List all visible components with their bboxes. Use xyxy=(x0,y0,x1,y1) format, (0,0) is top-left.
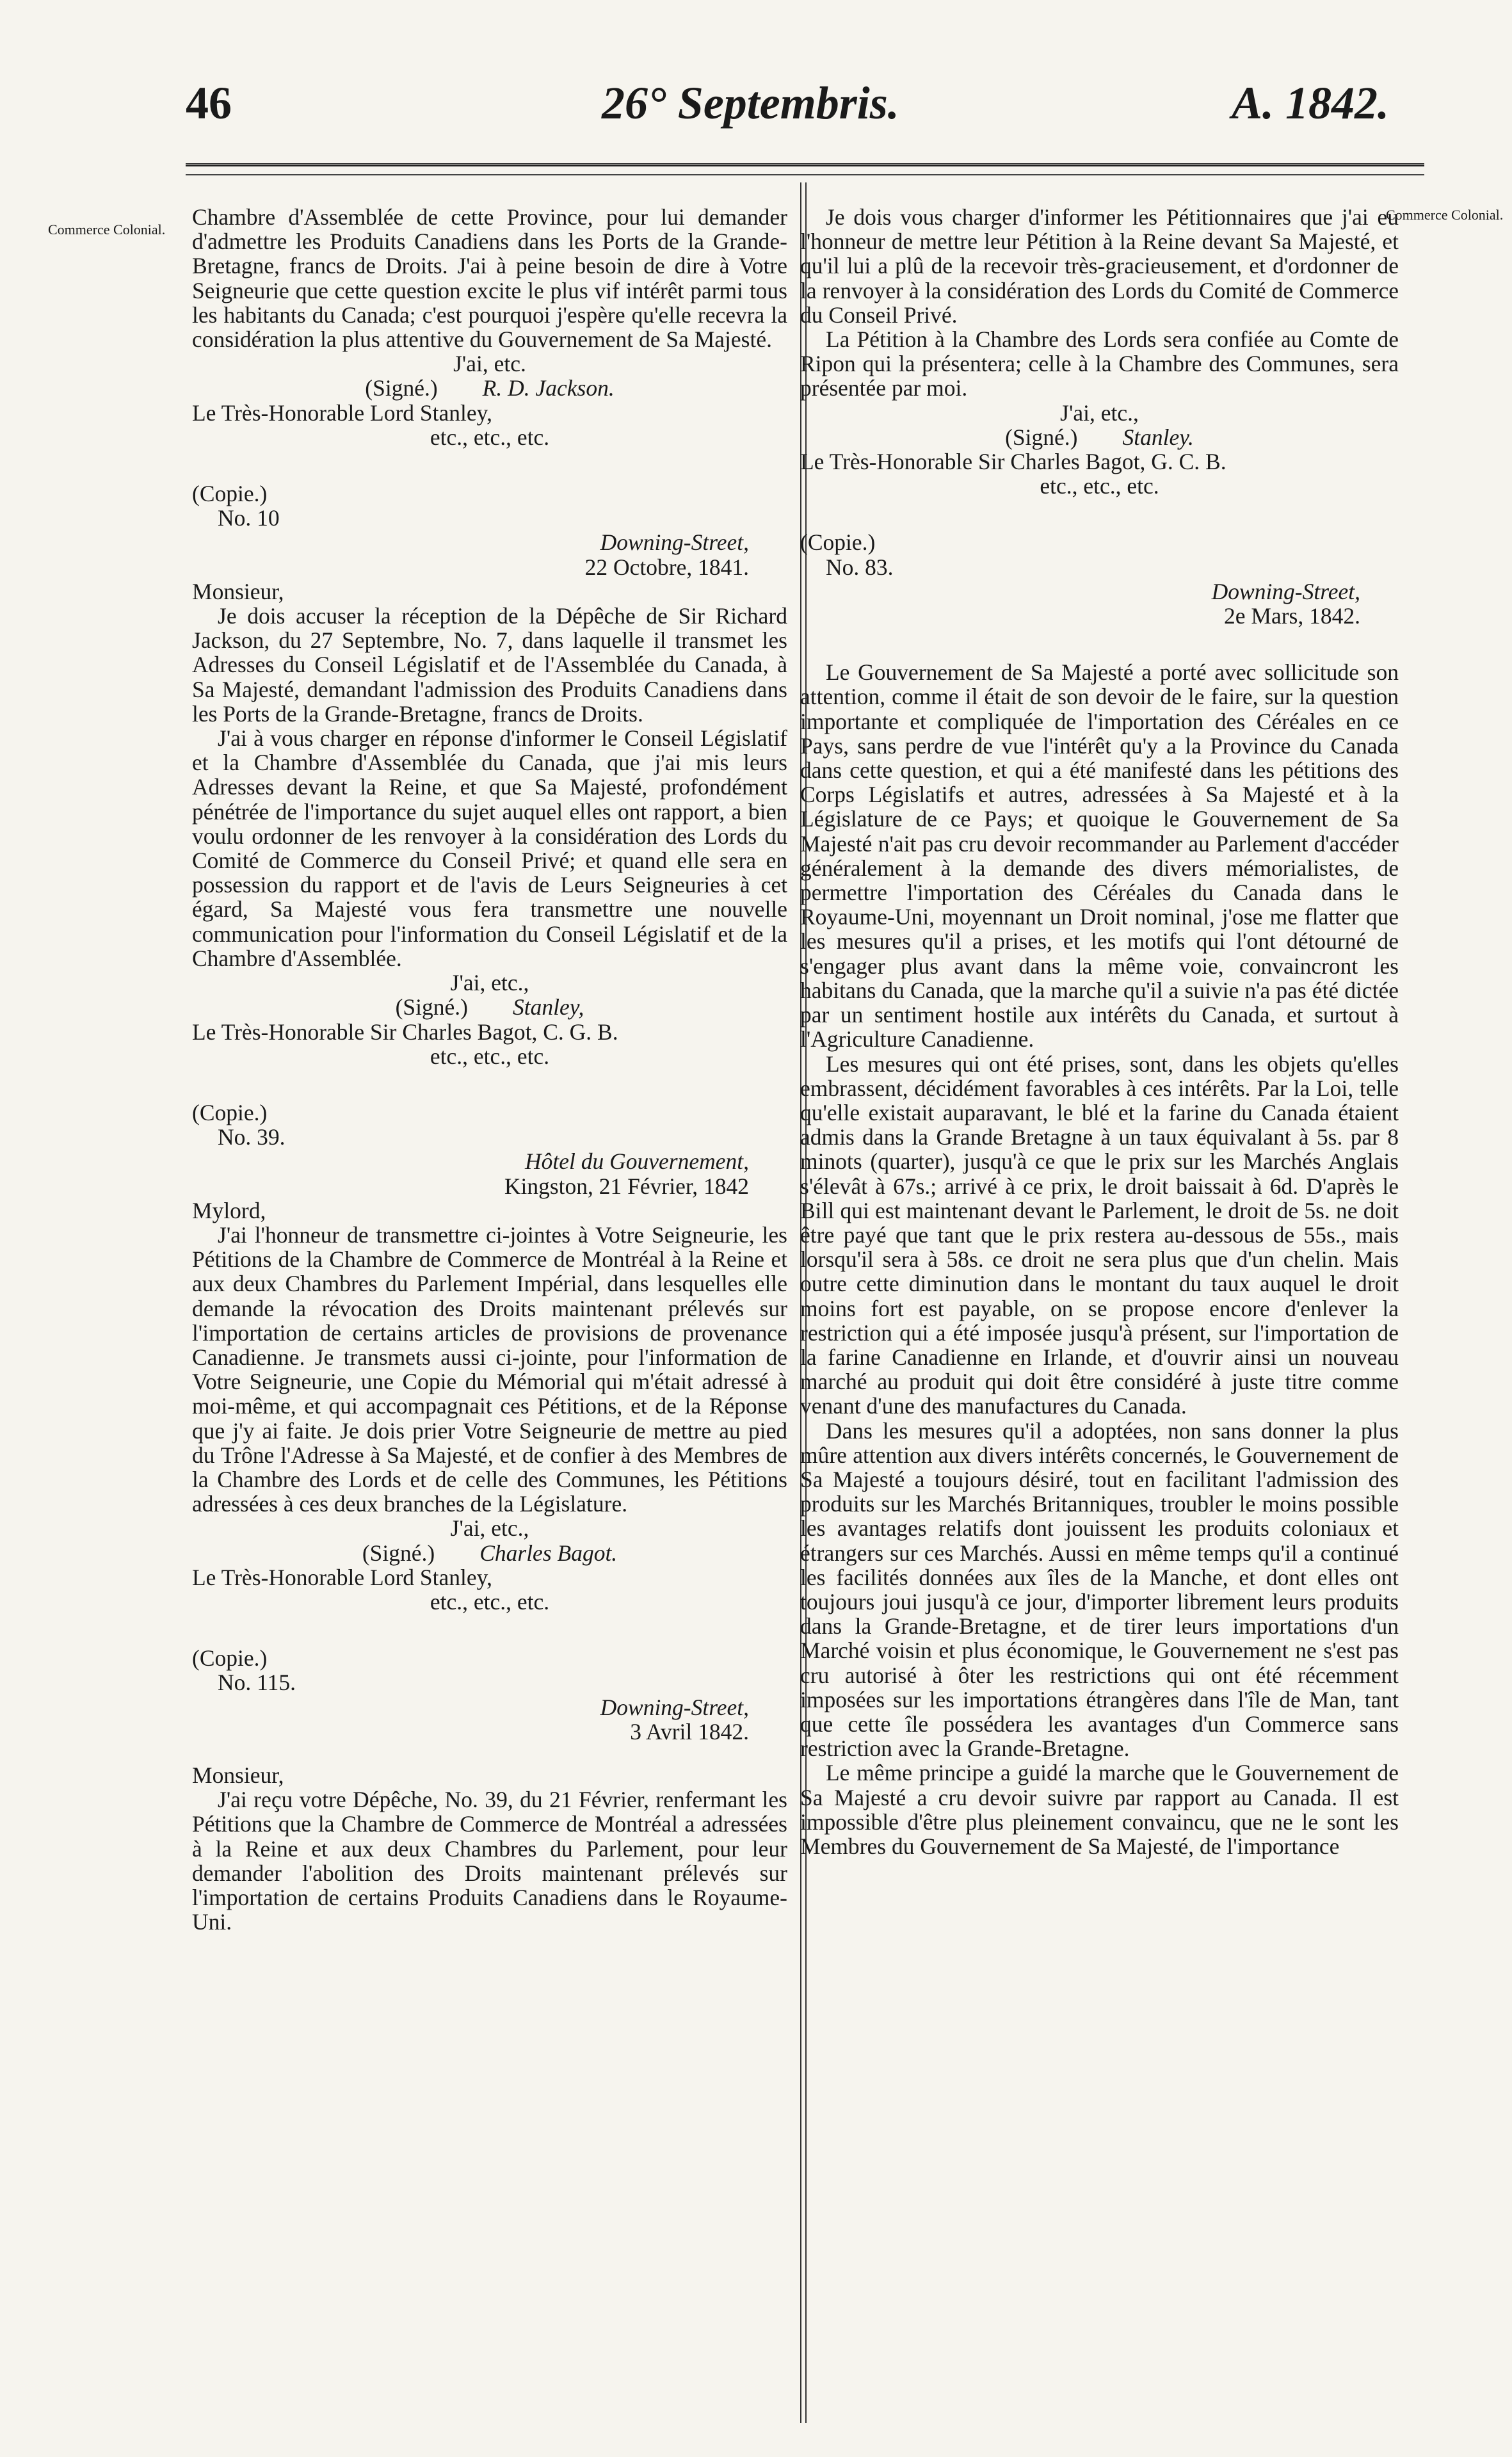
header-rule xyxy=(186,163,1424,166)
dispatch-number: No. 39. xyxy=(218,1124,286,1150)
paragraph: Je dois vous charger d'informer les Pétitionnaires que j'ai eu l'honneur de mettre leur Pétition à la Reine devant Sa Majesté, et qu'il lui a plû de la recevoir très-gracieusement, et d'ordonner de la renvoyer à la considération des Lords du Comité de Commerce du Conseil Privé. xyxy=(800,204,1399,328)
closing: J'ai, etc., xyxy=(450,970,529,996)
header-year: A. 1842. xyxy=(1231,77,1389,129)
dispatch-date: 2e Mars, 1842. xyxy=(1224,603,1360,629)
addressee: Le Très-Honorable Sir Charles Bagot, C. G. B. xyxy=(192,1019,618,1045)
dispatch-place: Hôtel du Gouvernement, xyxy=(525,1148,749,1175)
salutation: Mylord, xyxy=(192,1197,266,1223)
paragraph: J'ai l'honneur de transmettre ci-jointes à Votre Seigneurie, les Pétitions de la Chambre de Commerce de Montréal à la Reine et aux deux Chambres du Parlement Impérial, dans lesquelles elle demande la révocation des Droits maintenant prélevés sur l'importation de certains articles de provisions de provenance Canadienne. Je transmets aussi ci-jointe, pour l'information de Votre Seigneurie, une Copie du Mémorial qui m'était adressé à moi-même, et qui accompagnait ces Pétitions, et de la Réponse que j'y ai faite. Je dois prier Votre Seigneurie de mettre au pied du Trône l'Adresse à Sa Majesté, et de confier à des Membres de la Chambre des Lords et de celle des Communes, les Pétitions adressées à ces deux branches de la Législature. xyxy=(192,1221,787,1517)
paragraph: Dans les mesures qu'il a adoptées, non sans donner la plus mûre attention aux divers intérêts concernés, le Gouvernement de Sa Majesté a toujours désiré, tout en facilitant l'admission des produits sur les Marchés Britanniques, troubler le moins possible les avantages relatifs dont jouissent les produits coloniaux et étrangers sur ces Marchés. Aussi en même temps qu'il a continué les facilités données aux îles de la Manche, et dont elles ont toujours joui jusqu'à ce jour, d'importer librement leurs produits dans la Grande-Bretagne, et de tirer leurs importations d'un Marché voisin et plus économique, le Gouvernement ne s'est pas cru autorisé à ôter les restrictions qui ont été récemment imposées sur les importations étrangères dans l'île de Man, tant que cette île possédera les avantages d'un Commerce sans restriction avec la Grande-Bretagne. xyxy=(800,1417,1399,1762)
paragraph: Les mesures qui ont été prises, sont, dans les objets qu'elles embrassent, décidément favorables à ces intérêts. Par la Loi, telle qu'elle existait auparavant, le blé et la farine du Canada étaient admis dans la Grande Bretagne à un taux équivalant à 5s. par 8 minots (quarter), jusqu'à ce que le prix sur les Marchés Anglais s'élevât à 67s.; arrivé à ce prix, le droit baissait à 6d. D'après le Bill qui est maintenant devant le Parlement, le droit de 5s. ne doit être payé que tant que le prix restera au-dessous de 55s., mais lorsqu'il sera à 58s. ce droit ne sera plus que d'un chelin. Mais outre cette diminution dans le montant du taux auquel le droit moins fort est payable, on se propose encore d'enlever la restriction qui a été imposée jusqu'à présent, sur l'importation de la farine Canadienne en Irlande, et d'ouvrir ainsi un nouveau marché au produit qui doit être considéré à juste titre comme venant d'une des manufactures du Canada. xyxy=(800,1051,1399,1419)
dispatch-place: Downing-Street, xyxy=(1211,578,1360,604)
dispatch-place: Downing-Street, xyxy=(600,1694,749,1720)
paragraph: J'ai reçu votre Dépêche, No. 39, du 21 Février, renfermant les Pétitions que la Chambre de Commerce de Montréal a adressées à la Reine et aux deux Chambres du Parlement, pour leur demander l'abolition des Droits maintenant prélevés sur l'importation de certains Produits Canadiens dans le Royaume-Uni. xyxy=(192,1787,787,1935)
signed-label: (Signé.) xyxy=(365,375,438,401)
signer-name: Stanley. xyxy=(1122,424,1194,450)
salutation: Monsieur, xyxy=(192,578,284,604)
signed-label: (Signé.) xyxy=(1005,424,1078,450)
page-header xyxy=(186,77,1389,134)
left-column xyxy=(192,205,787,1934)
addressee: Le Très-Honorable Lord Stanley, xyxy=(192,399,492,426)
signature-line xyxy=(192,376,787,400)
signer-name: R. D. Jackson. xyxy=(482,375,615,401)
addressee: Le Très-Honorable Sir Charles Bagot, G. C. B. xyxy=(800,449,1226,475)
salutation: Monsieur, xyxy=(192,1762,284,1788)
dispatch-number: No. 83. xyxy=(826,554,894,580)
dispatch-number: No. 10 xyxy=(218,505,280,531)
etc-line: etc., etc., etc. xyxy=(430,424,550,450)
signer-name: Stanley, xyxy=(512,994,584,1020)
copy-label: (Copie.) xyxy=(192,1645,268,1672)
paragraph: Je dois accuser la réception de la Dépêche de Sir Richard Jackson, du 27 Septembre, No. 7, dans laquelle il transmet les Adresses du Conseil Législatif et de l'Assemblée du Canada, à Sa Majesté, demandant l'admission des Produits Canadiens dans les Ports de la Grande-Bretagne, francs de Droits. xyxy=(192,603,787,727)
signature-line xyxy=(800,425,1399,449)
paragraph: Le Gouvernement de Sa Majesté a porté avec sollicitude son attention, comme il était de son devoir de le faire, sur la question importante et compliquée de l'importation des Céréales en ce Pays, sans perdre de vue l'intérêt qu'y a la Province du Canada dans cette question, et qui a été manifesté dans les pétitions des Corps Législatifs et autres, adressées à Sa Majesté et à la Législature de ce Pays; et quoique le Gouvernement de Sa Majesté n'ait pas cru devoir recommander au Parlement d'accéder généralement à la demande des divers mémorialistes, de permettre l'importation des Céréales du Canada dans le Royaume-Uni, moyennant un Droit nominal, j'ose me flatter que les mesures qu'il a prises, et les motifs qui l'ont détourné de s'engager plus avant dans la même voie, convaincront les habitans du Canada, que la marche qu'il a suivie n'a pas été dictée par un sentiment hostile aux intérêts du Canada, et surtout à l'Agriculture Canadienne. xyxy=(800,659,1399,1052)
closing: J'ai, etc., xyxy=(1060,399,1139,426)
dispatch-date: 22 Octobre, 1841. xyxy=(584,554,749,580)
signed-label: (Signé.) xyxy=(395,994,468,1020)
right-column xyxy=(800,205,1399,1858)
closing: J'ai, etc. xyxy=(453,351,526,377)
dispatch-place: Downing-Street, xyxy=(600,529,749,556)
signer-name: Charles Bagot. xyxy=(479,1540,618,1566)
paragraph: Chambre d'Assemblée de cette Province, pour lui demander d'admettre les Produits Canadiens dans les Ports de la Grande-Bretagne, francs de Droits. J'ai à peine besoin de dire à Votre Seigneurie que cette question excite le plus vif intérêt parmi tous les habitants du Canada; c'est pourquoi j'espère qu'elle recevra la considération la plus attentive du Gouvernement de Sa Majesté. xyxy=(192,204,787,353)
closing: J'ai, etc., xyxy=(450,1515,529,1542)
header-date: 26° Septembris. xyxy=(602,77,899,129)
copy-label: (Copie.) xyxy=(800,529,876,556)
signed-label: (Signé.) xyxy=(362,1540,435,1566)
etc-line: etc., etc., etc. xyxy=(1040,473,1159,499)
dispatch-number: No. 115. xyxy=(218,1670,296,1696)
etc-line: etc., etc., etc. xyxy=(430,1043,550,1069)
paragraph: Le même principe a guidé la marche que le Gouvernement de Sa Majesté a cru devoir suivre par rapport au Canada. Il est impossible d'être plus pleinement convaincu, que ne le sont les Membres du Gouvernement de Sa Majesté, de l'importance xyxy=(800,1760,1399,1859)
addressee: Le Très-Honorable Lord Stanley, xyxy=(192,1564,492,1590)
right-margin-note: Commerce Colonial. xyxy=(1386,207,1504,223)
signature-line xyxy=(192,1541,787,1565)
dispatch-date: 3 Avril 1842. xyxy=(630,1718,749,1744)
etc-line: etc., etc., etc. xyxy=(430,1588,550,1615)
signature-line xyxy=(192,995,787,1019)
copy-label: (Copie.) xyxy=(192,1099,268,1125)
copy-label: (Copie.) xyxy=(192,481,268,507)
paragraph: La Pétition à la Chambre des Lords sera confiée au Comte de Ripon qui la présentera; celle à la Chambre des Communes, sera présentée par moi. xyxy=(800,326,1399,401)
page-number: 46 xyxy=(186,77,232,129)
paragraph: J'ai à vous charger en réponse d'informer le Conseil Législatif et la Chambre d'Assemblée du Canada, que j'ai mis leurs Adresses devant la Reine, et que Sa Majesté, profondément pénétrée de l'importance du sujet auquel elles ont rapport, a bien voulu ordonner de les renvoyer à la considération des Lords du Comité de Commerce du Conseil Privé; et quand elle sera en possession du rapport et de l'avis de Leurs Seigneuries à cet égard, Sa Majesté vous fera transmettre une nouvelle communication pour l'information du Conseil Législatif et de la Chambre d'Assemblée. xyxy=(192,725,787,971)
left-margin-note: Commerce Colonial. xyxy=(48,222,166,238)
header-rule-thin xyxy=(186,174,1424,175)
dispatch-date: Kingston, 21 Février, 1842 xyxy=(504,1173,749,1199)
